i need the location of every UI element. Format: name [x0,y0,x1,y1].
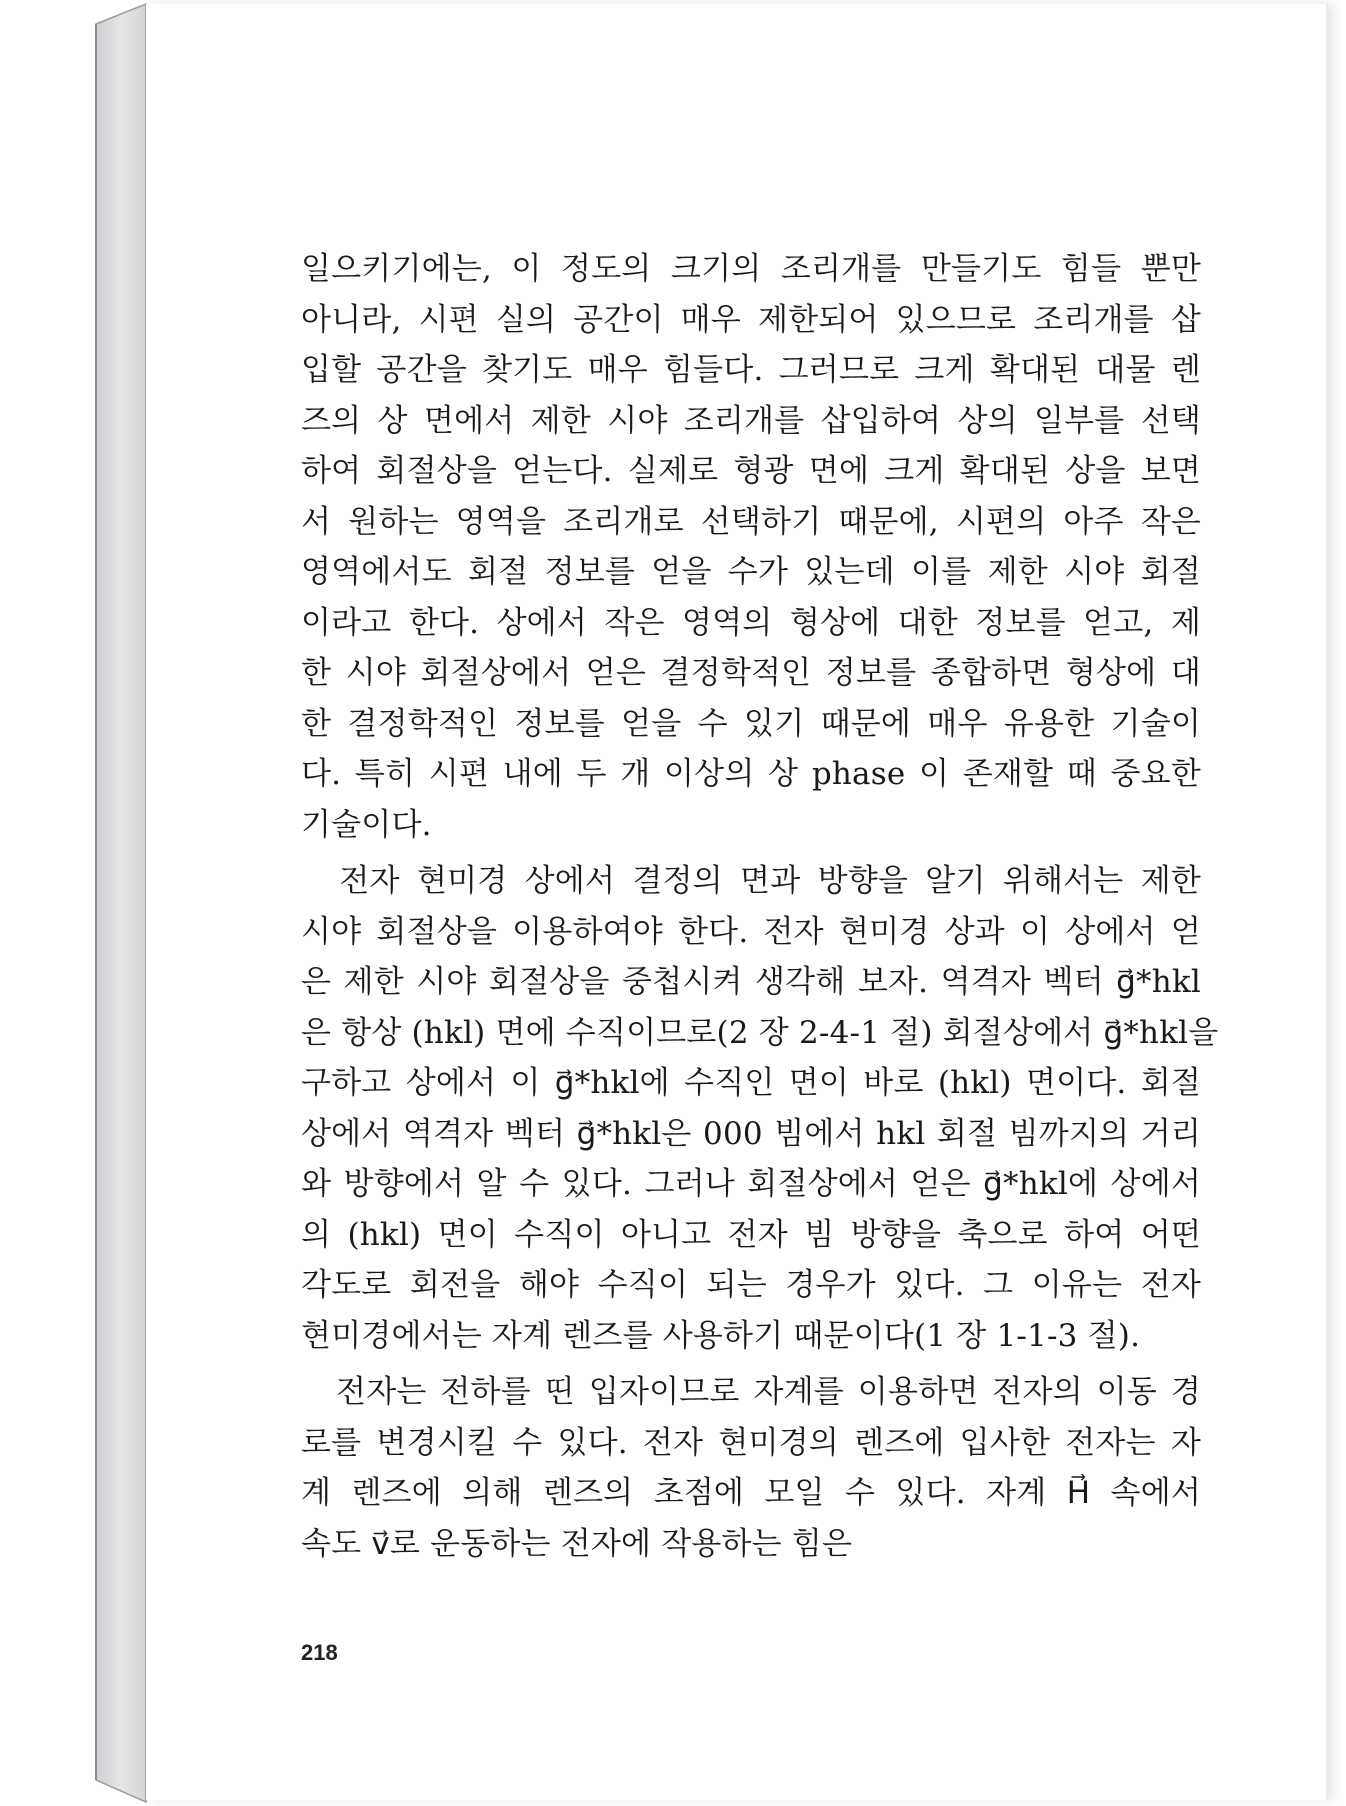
text-line: 전자 현미경 상에서 결정의 면과 방향을 알기 위해서는 제한 [301,863,1201,899]
text-line: 하여 회절상을 얻는다. 실제로 형광 면에 크게 확대된 상을 보면 [301,453,1201,489]
text-line: 아니라, 시편 실의 공간이 매우 제한되어 있으므로 조리개를 삽 [301,301,1201,338]
text-line: 각도로 회전을 해야 수직이 되는 경우가 있다. 그 이유는 전자 [301,1267,1201,1303]
text-line: 기술이다. [301,806,432,843]
text-line: 즈의 상 면에서 제한 시야 조리개를 삽입하여 상의 일부를 선택 [301,402,1201,439]
text-line: 은 제한 시야 회절상을 중첩시켜 생각해 보자. 역격자 벡터 g⃗*hkl [301,964,1201,1000]
book-spine [0,0,150,1806]
text-line: 현미경에서는 자계 렌즈를 사용하기 때문이다(1 장 1-1-3 절). [301,1317,1141,1354]
text-line: 로를 변경시킬 수 있다. 전자 현미경의 렌즈에 입사한 전자는 자 [301,1424,1201,1461]
text-line: 의 (hkl) 면이 수직이 아니고 전자 빔 방향을 축으로 하여 어떤 [301,1216,1201,1253]
text-line: 서 원하는 영역을 조리개로 선택하기 때문에, 시편의 아주 작은 [301,503,1201,540]
body-text [301,244,1219,1569]
book-page [146,4,1328,1800]
text-line: 이라고 한다. 상에서 작은 영역의 형상에 대한 정보를 얻고, 제 [301,604,1201,641]
text-line: 일으키기에는, 이 정도의 크기의 조리개를 만들기도 힘들 뿐만 [301,251,1201,287]
text-line: 영역에서도 회절 정보를 얻을 수가 있는데 이를 제한 시야 회절 [301,554,1201,590]
paragraph-2 [301,856,1219,1361]
text-line: 상에서 역격자 벡터 g⃗*hkl은 000 빔에서 hkl 회절 빔까지의 거리 [301,1115,1201,1152]
page-number: 218 [301,1640,338,1665]
text-line: 시야 회절상을 이용하여야 한다. 전자 현미경 상과 이 상에서 얻 [301,913,1201,950]
text-line: 구하고 상에서 이 g⃗*hkl에 수직인 면이 바로 (hkl) 면이다. 회절 [301,1065,1201,1101]
text-line: 계 렌즈에 의해 렌즈의 초점에 모일 수 있다. 자계 H⃗ 속에서 [301,1475,1201,1511]
text-line: 한 시야 회절상에서 얻은 결정학적인 정보를 종합하면 형상에 대 [301,655,1201,691]
text-line: 와 방향에서 알 수 있다. 그러나 회절상에서 얻은 g⃗*hkl에 상에서 [301,1166,1201,1202]
text-line: 한 결정학적인 정보를 얻을 수 있기 때문에 매우 유용한 기술이 [301,705,1201,742]
text-line: 속도 v⃗로 운동하는 전자에 작용하는 힘은 [301,1525,853,1562]
paragraph-1 [301,244,1201,850]
text-line: 은 항상 (hkl) 면에 수직이므로(2 장 2-4-1 절) 회절상에서 g⃗*hkl을 [301,1014,1219,1051]
text-line: 전자는 전하를 띤 입자이므로 자계를 이용하면 전자의 이동 경 [301,1374,1201,1410]
text-line: 다. 특히 시편 내에 두 개 이상의 상 phase 이 존재할 때 중요한 [301,756,1201,792]
paragraph-3 [301,1367,1201,1569]
text-line: 입할 공간을 찾기도 매우 힘들다. 그러므로 크게 확대된 대물 렌 [301,352,1201,388]
